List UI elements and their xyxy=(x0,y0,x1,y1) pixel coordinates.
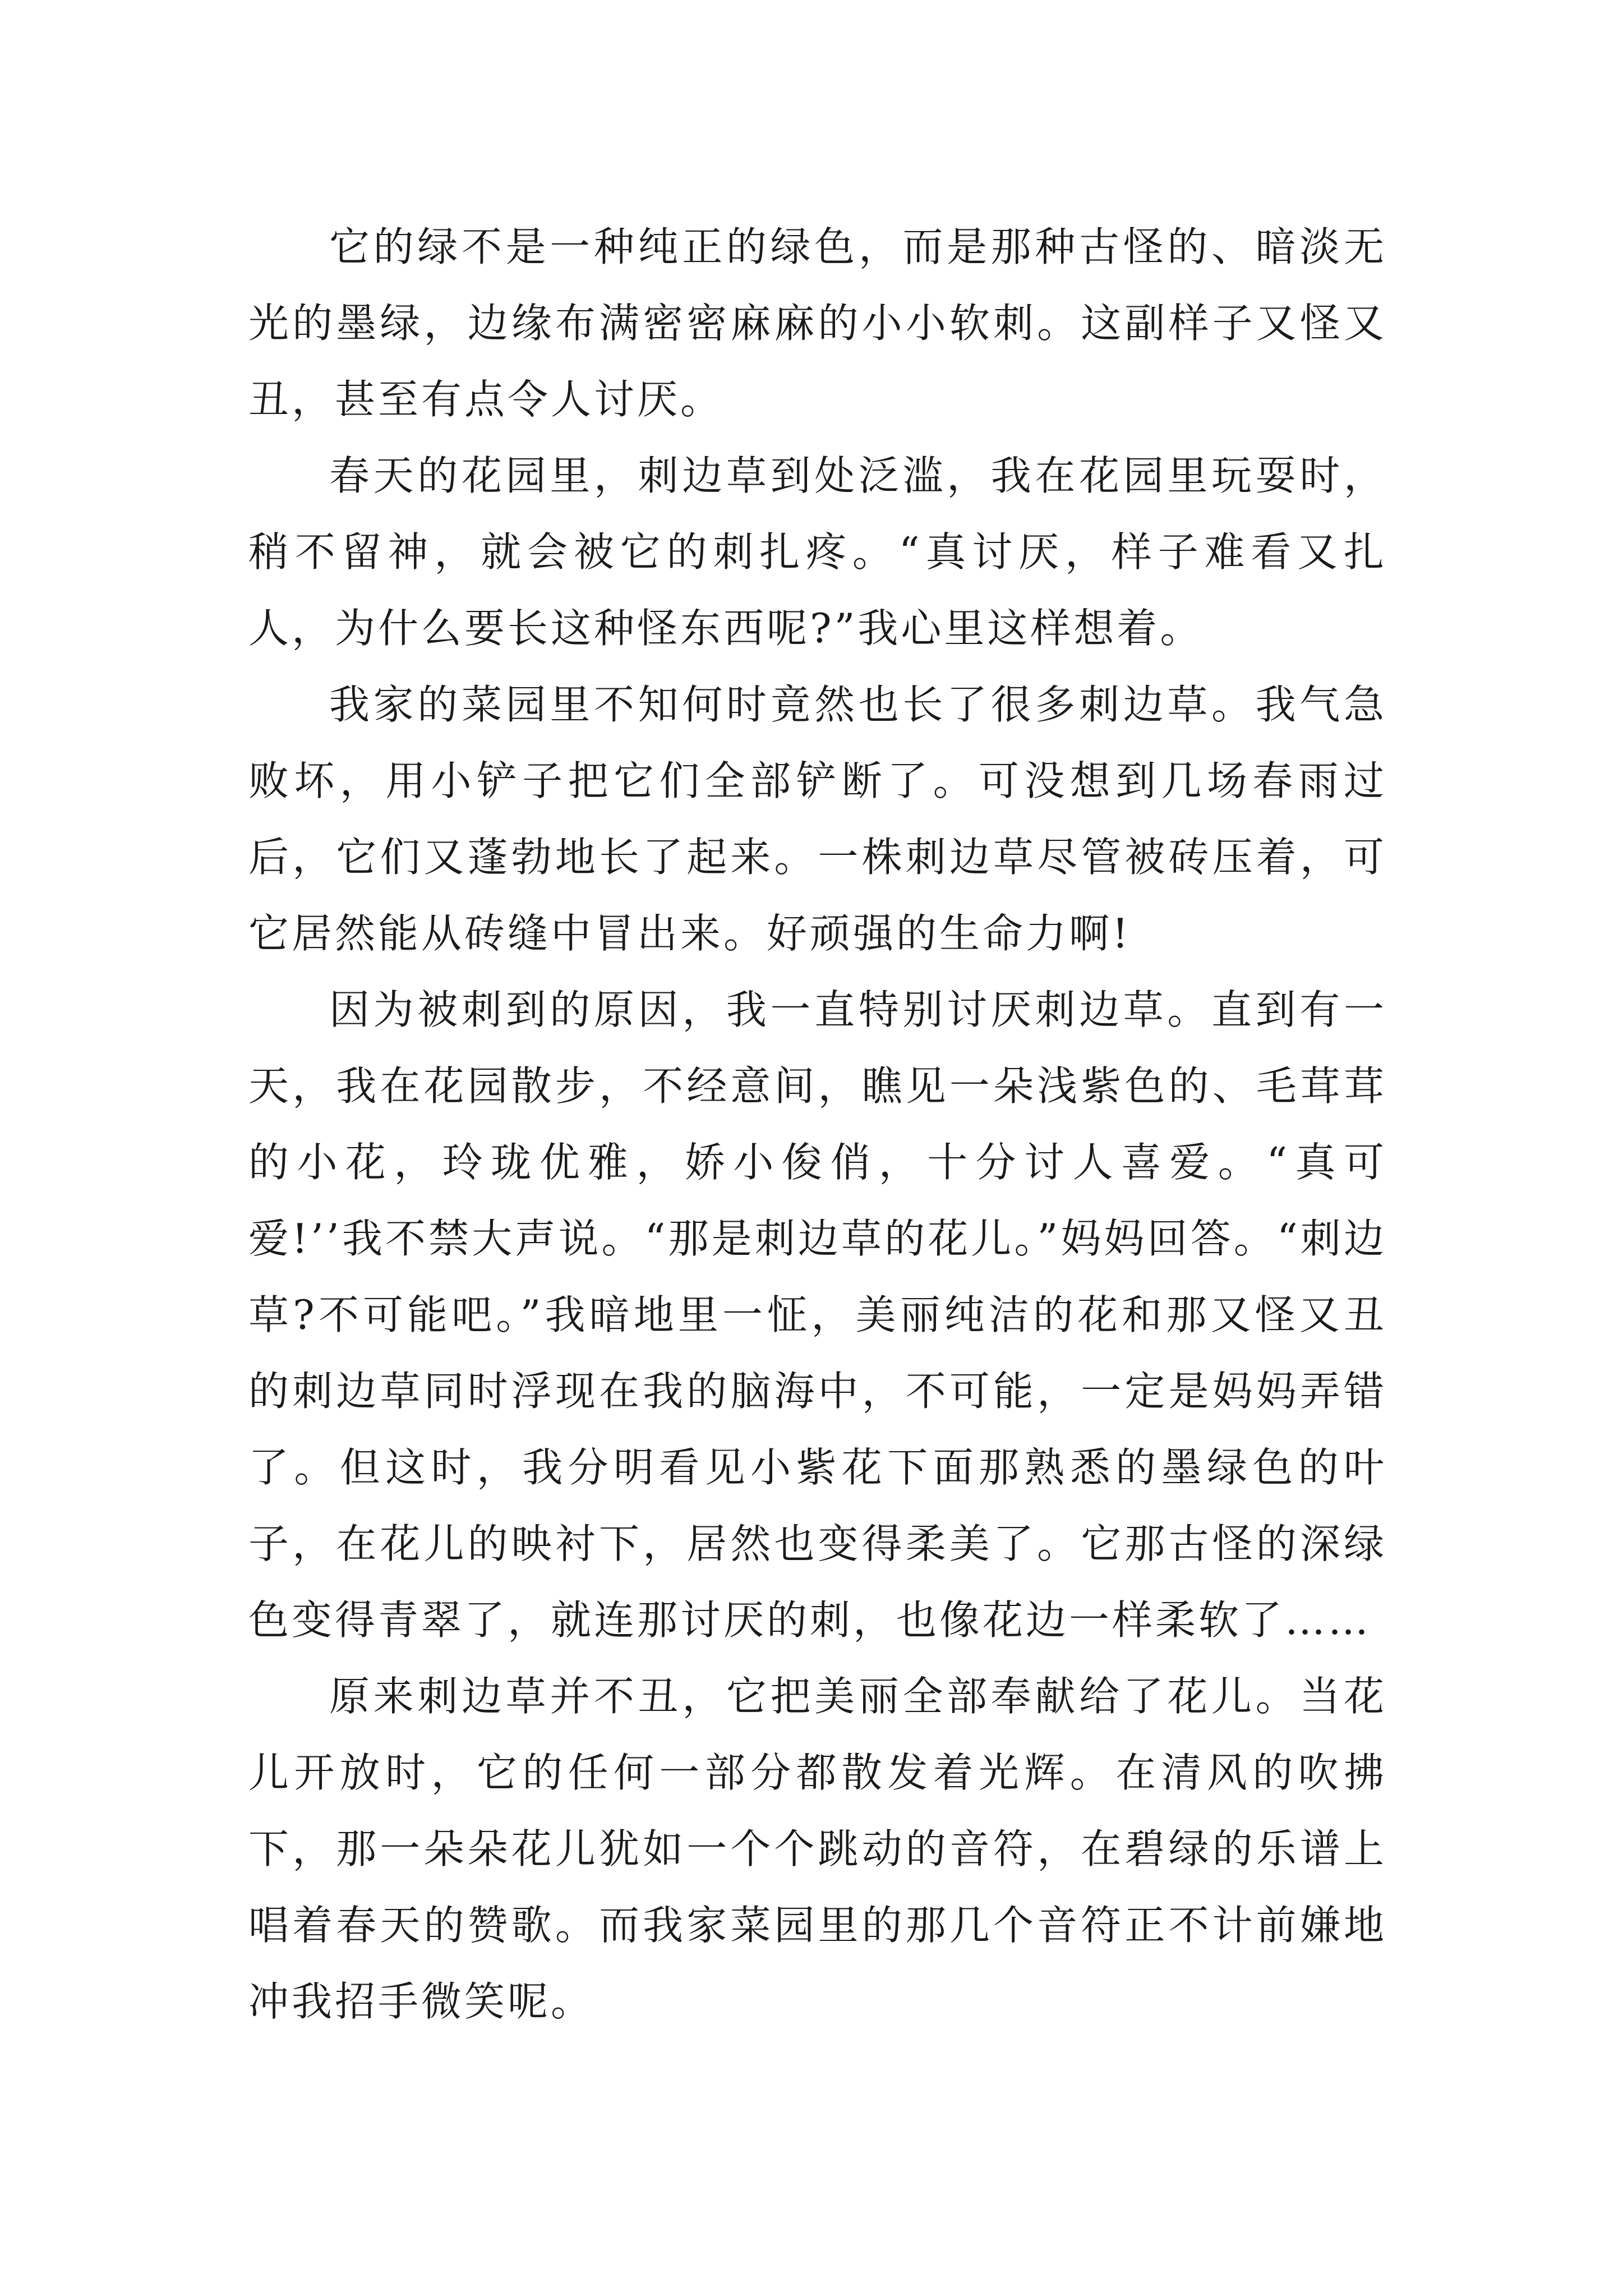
paragraph-1: 它的绿不是一种纯正的绿色，而是那种古怪的、暗淡无光的墨绿，边缘布满密密麻麻的小小软刺。这副样子又怪又丑，甚至有点令人讨厌。 xyxy=(248,223,1387,423)
paragraph-3: 我家的菜园里不知何时竟然也长了很多刺边草。我气急败坏，用小铲子把它们全部铲断了。可没想到几场春雨过后，它们又蓬勃地长了起来。一株刺边草尽管被砖压着，可它居然能从砖缝中冒出来。好顽强的生命力啊! xyxy=(248,681,1387,957)
essay-body xyxy=(248,209,1387,2040)
paragraph-5: 原来刺边草并不丑，它把美丽全部奉献给了花儿。当花儿开放时，它的任何一部分都散发着光辉。在清风的吹拂下，那一朵朵花儿犹如一个个跳动的音符，在碧绿的乐谱上唱着春天的赞歌。而我家菜园里的那几个音符正不计前嫌地冲我招手微笑呢。 xyxy=(248,1673,1387,2025)
paragraph-4: 因为被刺到的原因，我一直特别讨厌刺边草。直到有一天，我在花园散步，不经意间，瞧见一朵浅紫色的、毛茸茸的小花，玲珑优雅，娇小俊俏，十分讨人喜爱。“真可爱!’’我不禁大声说。“那是刺边草的花儿。”妈妈回答。“刺边草?不可能吧。”我暗地里一怔，美丽纯洁的花和那又怪又丑的刺边草同时浮现在我的脑海中，不可能，一定是妈妈弄错了。但这时，我分明看见小紫花下面那熟悉的墨绿色的叶子，在花儿的映衬下，居然也变得柔美了。它那古怪的深绿色变得青翠了，就连那讨厌的刺，也像花边一样柔软了…… xyxy=(248,986,1387,1644)
paragraph-2: 春天的花园里，刺边草到处泛滥，我在花园里玩耍时，稍不留神，就会被它的刺扎疼。“真讨厌，样子难看又扎人，为什么要长这种怪东西呢?”我心里这样想着。 xyxy=(248,452,1387,652)
